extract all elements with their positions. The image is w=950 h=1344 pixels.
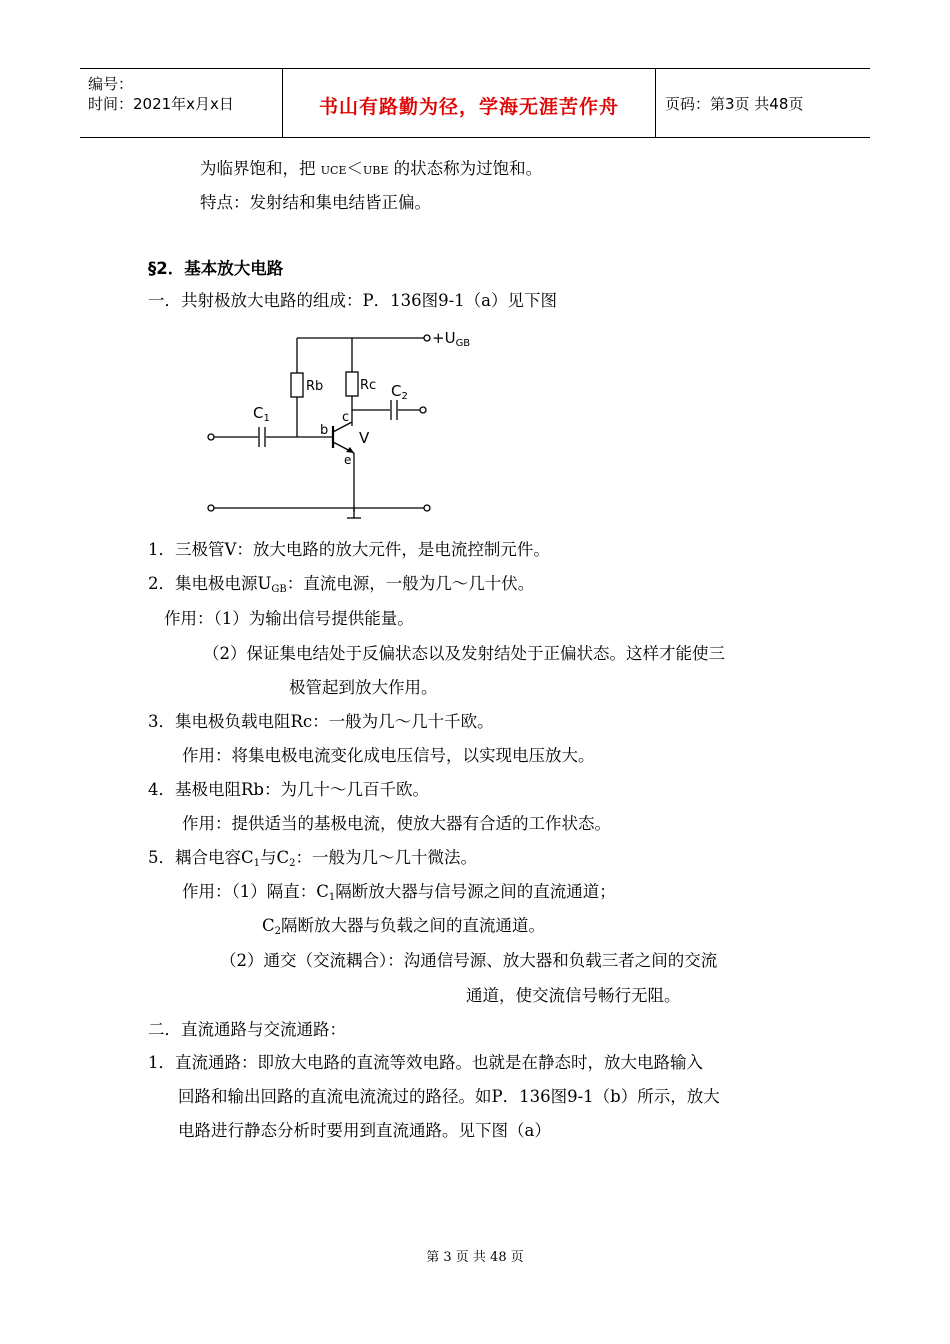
collector-label: c [342, 410, 350, 425]
text-line-cap-role-1-cont [262, 915, 545, 943]
doc-number-label: 编号： [88, 75, 134, 93]
text-line-composition: 一．共射极放大电路的组成：P．136图9-1（a）见下图 [148, 291, 558, 310]
date-label: 时间：2021年x月x日 [88, 95, 234, 113]
header-right-cell [655, 69, 870, 137]
base-label: b [320, 423, 329, 438]
text-fragment: 2 [289, 858, 296, 869]
text-fragment: 1 [253, 858, 260, 869]
text-line-supply-role-1: 作用：（1）为输出信号提供能量。 [164, 609, 414, 628]
text-line-feature: 特点：发射结和集电结皆正偏。 [200, 193, 431, 212]
text-line-rc-role: 作用：将集电极电流变化成电压信号，以实现电压放大。 [182, 746, 595, 765]
c2-label: $C_2$ [391, 382, 408, 402]
text-line-cap-role-1 [182, 881, 616, 909]
text-fragment: 5．耦合电容C [148, 848, 254, 867]
text-line-cap-role-2-cont: 通道，使交流信号畅行无阻。 [466, 986, 681, 1005]
rc-label: Rc [360, 378, 377, 393]
page-header [80, 68, 870, 138]
emitter-label: e [344, 453, 352, 467]
text-line-cap-role-2: （2）通交（交流耦合）：沟通信号源、放大器和负载三者之间的交流 [220, 951, 718, 970]
text-line-saturation [200, 158, 542, 182]
list-item-transistor: 1．三极管V：放大电路的放大元件，是电流控制元件。 [148, 540, 550, 559]
motto: 书山有路勤为径，学海无涯苦作舟 [318, 96, 619, 118]
list-item-rb: 4．基极电阻Rb：为几十～几百千欧。 [148, 780, 429, 799]
text-fragment: 隔断放大器与信号源之间的直流通道； [335, 882, 616, 901]
text-fragment: ：一般为几～几十微法。 [295, 848, 477, 867]
supply-label: $+U_{GB}$ [432, 329, 471, 349]
header-motto-cell [282, 69, 656, 137]
text-line-supply-role-2: （2）保证集电结处于反偏状态以及发射结处于正偏状态。这样才能使三 [203, 644, 725, 663]
text-fragment: CE [330, 164, 347, 177]
text-fragment: 的状态称为过饱和。 [388, 159, 543, 178]
text-fragment: 1 [328, 892, 336, 903]
section-heading: §2．基本放大电路 [148, 259, 284, 278]
text-fragment: 2．集电极电源U [148, 574, 272, 593]
text-fragment: U [362, 164, 373, 177]
c1-label: $C_1$ [253, 404, 270, 424]
text-fragment: ：直流电源，一般为几～几十伏。 [286, 574, 535, 593]
page-footer: 第 3 页 共 48 页 [426, 1250, 524, 1265]
text-fragment: C [262, 916, 275, 935]
text-line-supply-role-2-cont: 极管起到放大作用。 [289, 678, 438, 697]
header-left-cell [80, 69, 282, 137]
text-fragment: 与C [260, 848, 290, 867]
list-item-capacitors [148, 847, 477, 875]
text-line-dc-path-3: 电路进行静态分析时要用到直流通路。见下图（a） [178, 1121, 551, 1140]
text-line-dc-path-1: 1．直流通路：即放大电路的直流等效电路。也就是在静态时，放大电路输入 [148, 1053, 703, 1072]
amplifier-circuit-diagram [200, 322, 490, 527]
text-fragment: 隔断放大器与负载之间的直流通道。 [281, 916, 545, 935]
text-fragment: BE [372, 164, 389, 177]
page-number-label: 页码：第3页 共48页 [665, 95, 804, 113]
list-item-supply [148, 573, 534, 601]
text-line-dc-path-2: 回路和输出回路的直流电流流过的路径。如P．136图9-1（b）所示，放大 [178, 1087, 720, 1106]
text-fragment: GB [271, 584, 287, 595]
transistor-label: V [359, 429, 370, 447]
rb-label: Rb [306, 379, 324, 394]
text-line-dc-ac-paths: 二．直流通路与交流通路： [148, 1020, 346, 1039]
list-item-rc: 3．集电极负载电阻Rc：一般为几～几十千欧。 [148, 712, 494, 731]
text-fragment: 2 [274, 926, 281, 937]
text-fragment: 为临界饱和，把 [200, 159, 321, 178]
text-fragment: U [320, 164, 331, 177]
text-fragment: ＜ [346, 159, 363, 178]
text-fragment: 作用：（1）隔直：C [182, 882, 329, 901]
text-line-rb-role: 作用：提供适当的基极电流，使放大器有合适的工作状态。 [182, 814, 611, 833]
